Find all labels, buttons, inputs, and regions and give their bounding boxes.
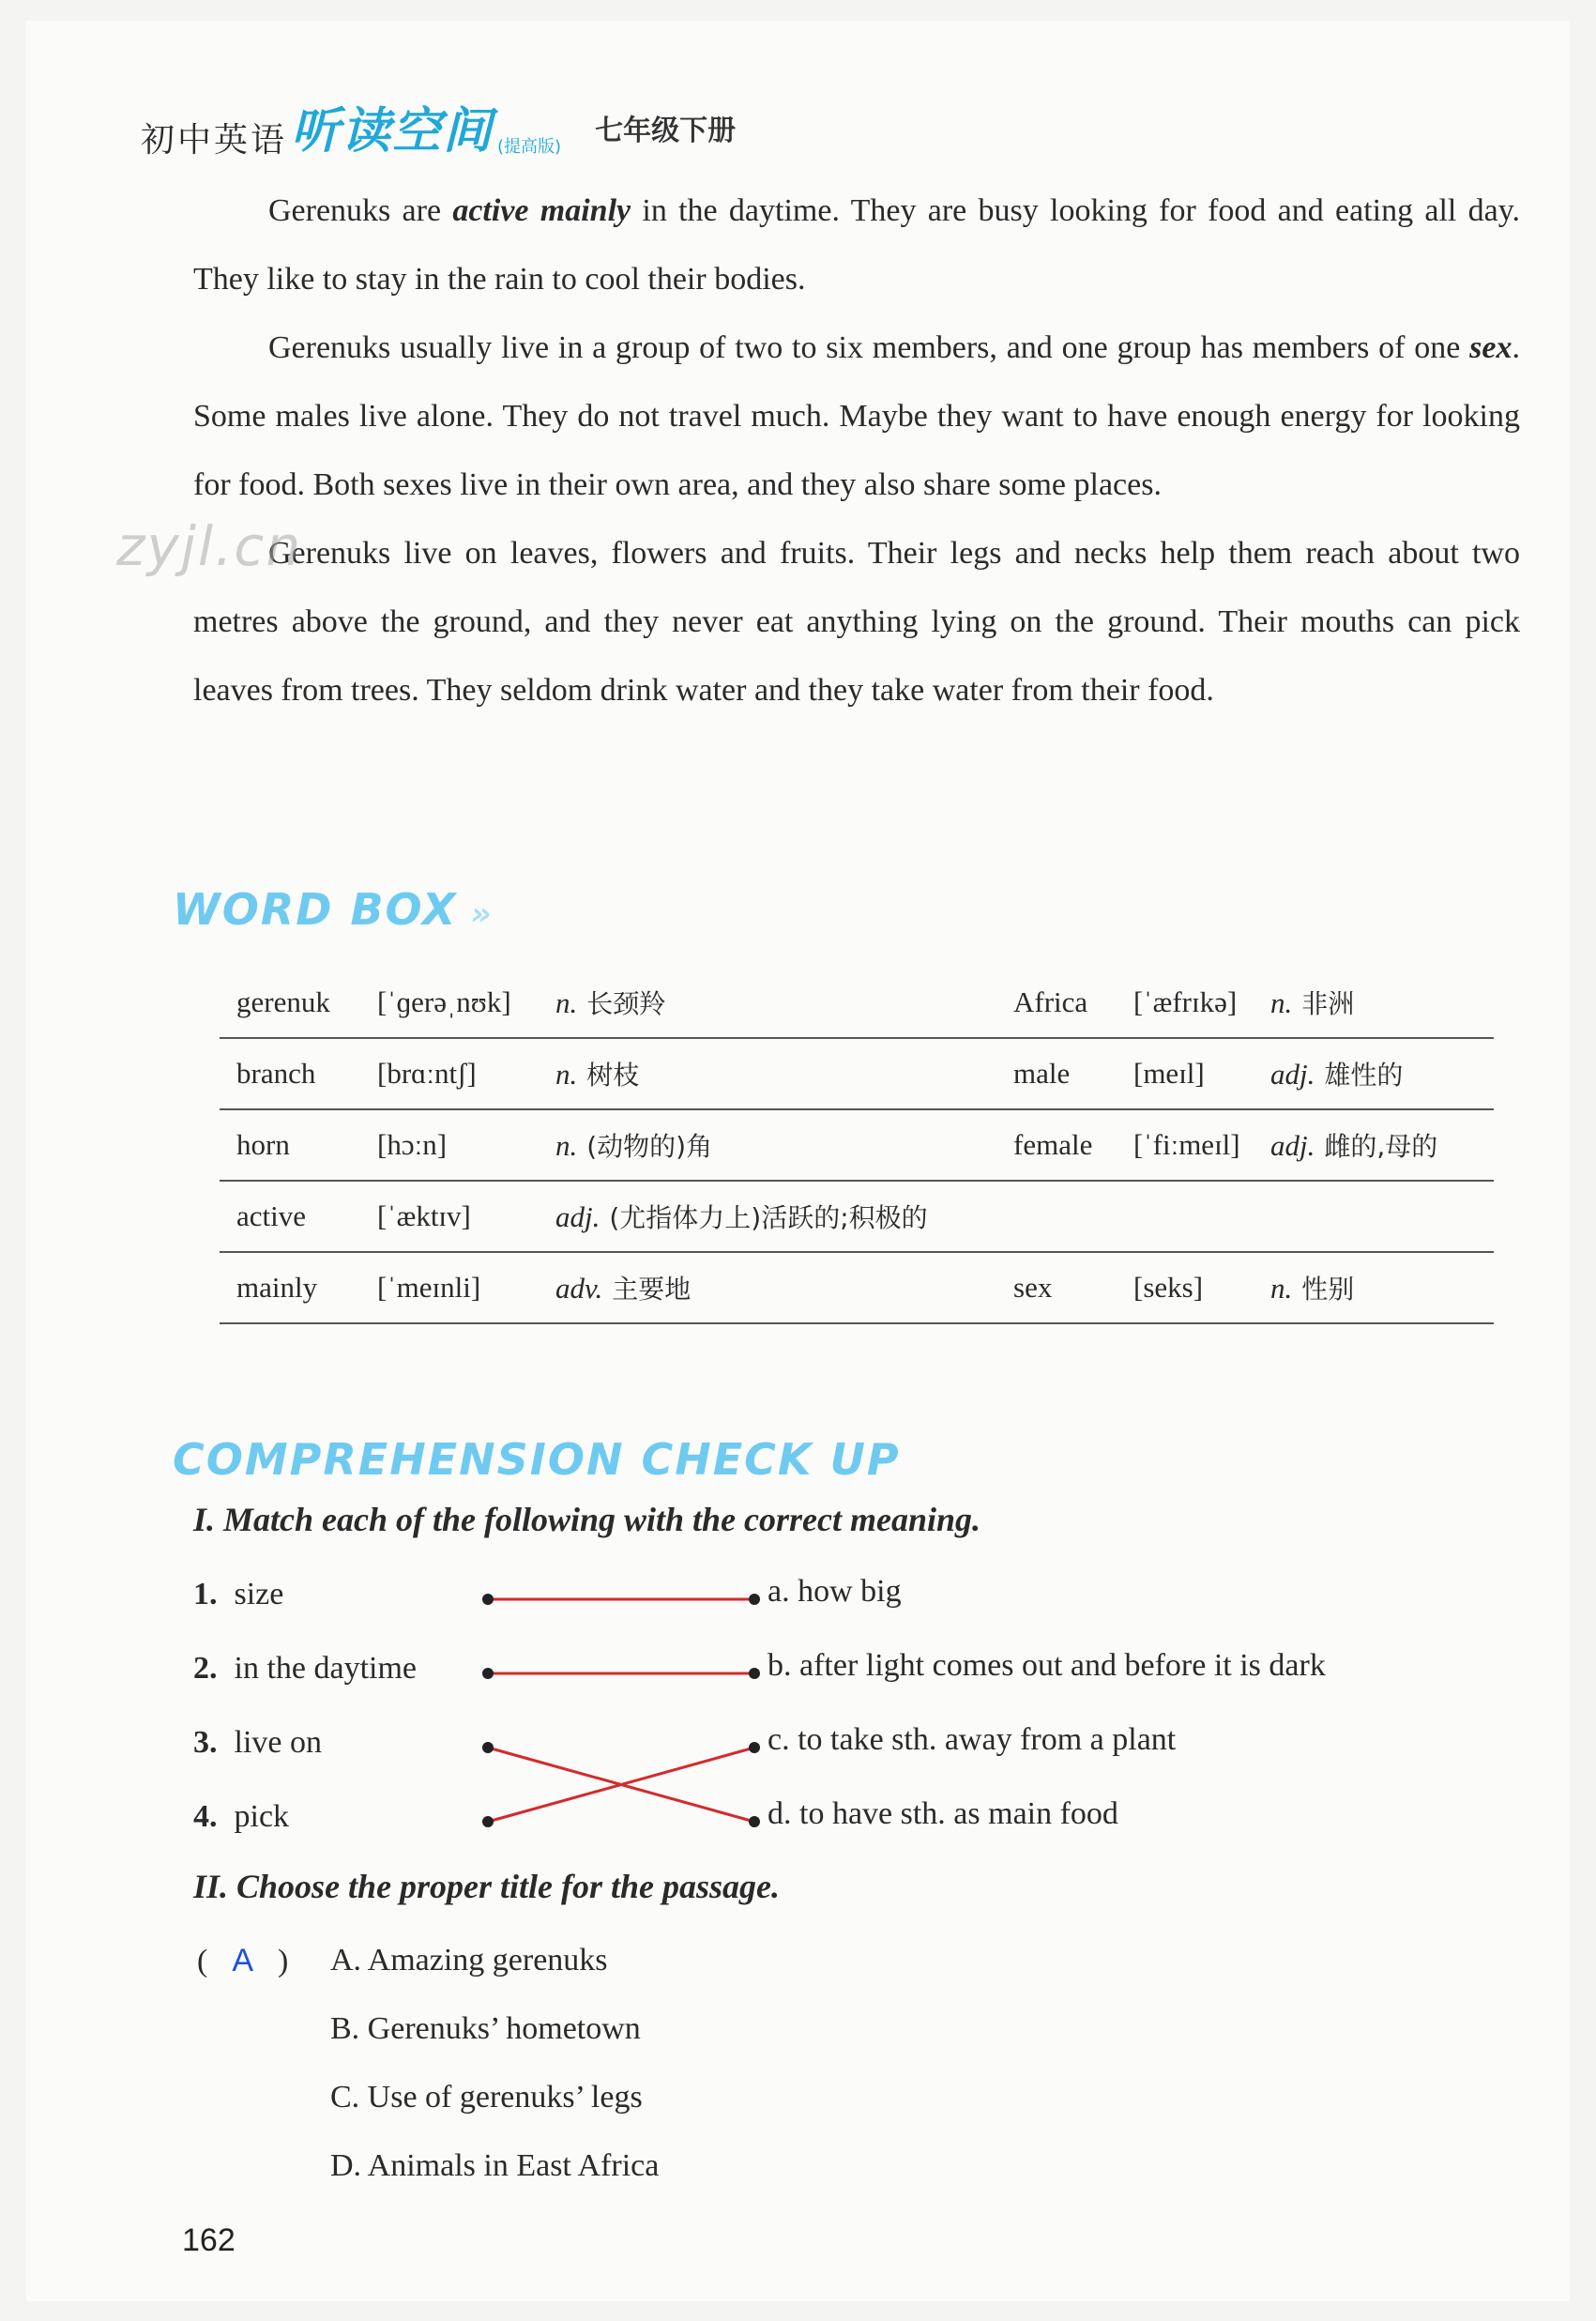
definition: n. 非洲 <box>1270 985 1355 1019</box>
match-dot <box>749 1742 760 1753</box>
phonetic: [hɔːn] <box>377 1128 448 1161</box>
option-d: D. Animals in East Africa <box>330 2148 660 2183</box>
definition: n. 长颈羚 <box>555 985 666 1019</box>
definition: n. (动物的)角 <box>555 1129 713 1162</box>
vocab-word: branch <box>236 1057 316 1090</box>
phonetic: [seks] <box>1133 1271 1204 1304</box>
match-dot <box>482 1668 494 1679</box>
match-left-item: 4. pick <box>193 1799 290 1834</box>
match-dot <box>749 1594 760 1605</box>
series-title: 初中英语 <box>141 121 288 160</box>
phonetic: [ˈmeɪnli] <box>377 1271 481 1304</box>
definition: adj. (尤指体力上)活跃的;积极的 <box>555 1200 928 1233</box>
part2-heading: II. Choose the proper title for the passage. <box>193 1868 781 1905</box>
phonetic: [ˈfiːmeɪl] <box>1133 1128 1240 1161</box>
word-box-title: WORD BOX » <box>173 884 486 935</box>
match-right-item: c. to take sth. away from a plant <box>768 1722 1177 1757</box>
match-left-item: 1. size <box>193 1577 284 1611</box>
vocab-word: male <box>1013 1057 1071 1090</box>
book-logo: 听读空间 <box>291 103 494 160</box>
vocab-word: gerenuk <box>236 985 330 1018</box>
vocab-word: horn <box>236 1128 290 1161</box>
definition: n. 树枝 <box>555 1058 640 1091</box>
option-a: A. Amazing gerenuks <box>330 1943 608 1977</box>
vocab-word: sex <box>1013 1271 1053 1304</box>
vocab-word: Africa <box>1013 985 1088 1018</box>
match-dot <box>749 1816 760 1827</box>
part1-heading: I. Match each of the following with the correct meaning. <box>193 1501 981 1538</box>
match-right-item: d. to have sth. as main food <box>768 1796 1118 1831</box>
vocab-word: active <box>236 1199 307 1232</box>
match-dot <box>482 1594 494 1605</box>
edition-label: (提高版) <box>497 137 562 157</box>
match-dot <box>749 1668 760 1679</box>
match-left-item: 3. live on <box>193 1725 322 1760</box>
match-right-item: b. after light comes out and before it is dark <box>768 1648 1326 1683</box>
definition: adj. 雄性的 <box>1270 1058 1404 1091</box>
comprehension-title: COMPREHENSION CHECK UP <box>173 1434 901 1485</box>
paragraph: Gerenuks are active mainly in the daytime. They are busy looking for food and eating all day. They like to stay in the rain to cool their bodies. <box>193 193 1521 297</box>
match-left-item: 2. in the daytime <box>193 1651 418 1686</box>
selected-answer: A <box>232 1943 254 1978</box>
phonetic: [meɪl] <box>1133 1057 1205 1090</box>
paragraph: Gerenuks usually live in a group of two to six members, and one group has members of one sex. Some males live alone. They do not travel much. Maybe they want to have enough energy for looking for food. Both sexes live in their own area, and they also share some places. <box>193 330 1520 502</box>
vocab-word: female <box>1013 1128 1093 1161</box>
definition: adv. 主要地 <box>555 1272 692 1305</box>
grade-label: 七年级下册 <box>595 115 737 147</box>
watermark: zyjl.cn <box>116 514 303 578</box>
phonetic: [brɑːntʃ] <box>377 1057 477 1090</box>
match-right-item: a. how big <box>768 1574 902 1609</box>
definition: adj. 雌的,母的 <box>1270 1129 1438 1162</box>
answer-bracket: ( A ) <box>197 1943 289 1978</box>
phonetic: [ˈæfrɪkə] <box>1133 985 1238 1018</box>
double-chevron-icon: » <box>470 895 486 933</box>
paragraph: Gerenuks live on leaves, flowers and fruits. Their legs and necks help them reach about two metres above the ground, and they never eat anything lying on the ground. Their mouths can pick leaves from trees. They seldom drink water and they take water from their food. <box>193 536 1520 708</box>
match-dot <box>482 1816 494 1827</box>
phonetic: [ˈæktɪv] <box>377 1199 471 1232</box>
phonetic: [ˈɡerəˌnʊk] <box>377 985 511 1018</box>
option-b: B. Gerenuks’ hometown <box>330 2011 641 2046</box>
definition: n. 性别 <box>1270 1272 1355 1305</box>
vocab-word: mainly <box>236 1271 318 1304</box>
option-c: C. Use of gerenuks’ legs <box>330 2080 643 2115</box>
page-number: 162 <box>182 2222 236 2258</box>
match-dot <box>482 1742 494 1753</box>
